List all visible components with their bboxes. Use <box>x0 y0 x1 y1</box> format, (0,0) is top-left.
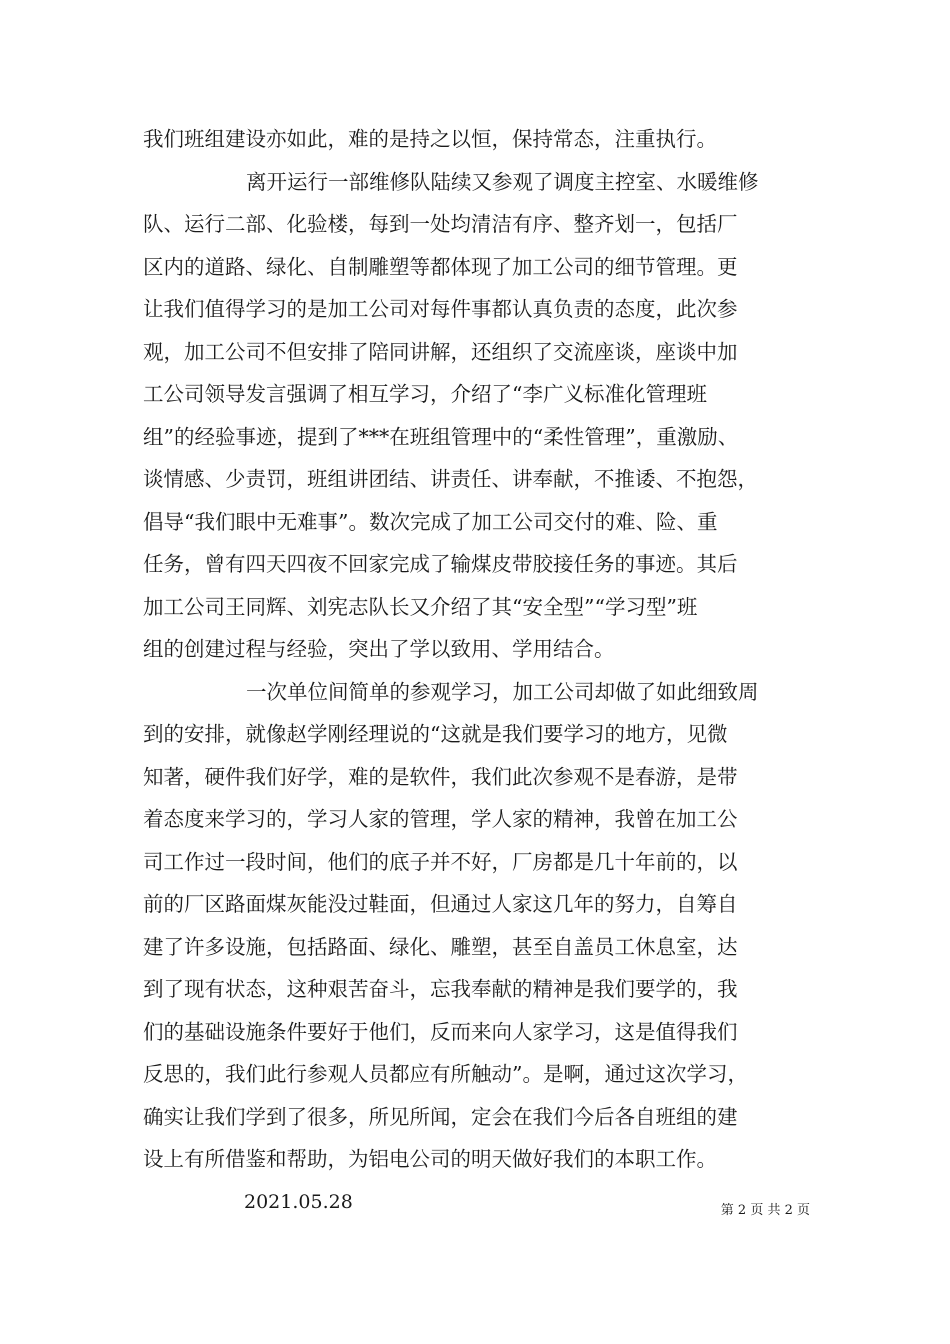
text-line: 谈情感、少责罚，班组讲团结、讲责任、讲奉献，不推诿、不抱怨， <box>143 467 758 491</box>
text-line: 离开运行一部维修队陆续又参观了调度主控室、水暖维修 <box>246 169 759 194</box>
text-line: 建了许多设施，包括路面、绿化、雕塑，甚至自盖员工休息室，达 <box>143 934 738 959</box>
text-line: 着态度来学习的，学习人家的管理，学人家的精神，我曾在加工公 <box>143 807 738 831</box>
text-line: 任务，曾有四天四夜不回家完成了输煤皮带胶接任务的事迹。其后 <box>143 552 738 576</box>
text-line: 反思的，我们此行参观人员都应有所触动”。是啊，通过这次学习， <box>143 1062 748 1086</box>
text-line: 设上有所借鉴和帮助，为铝电公司的明天做好我们的本职工作。 <box>143 1147 717 1171</box>
text-line: 组”的经验事迹，提到了***在班组管理中的“柔性管理”，重激励、 <box>143 424 739 449</box>
text-line: 队、运行二部、化验楼，每到一处均清洁有序、整齐划一，包括厂 <box>143 212 738 236</box>
document-date: 2021.05.28 <box>244 1190 353 1213</box>
text-line: 到了现有状态，这种艰苦奋斗，忘我奉献的精神是我们要学的，我 <box>143 977 738 1001</box>
text-line: 司工作过一段时间，他们的底子并不好，厂房都是几十年前的，以 <box>143 849 738 874</box>
text-line: 到的安排，就像赵学刚经理说的“这就是我们要学习的地方，见微 <box>143 722 728 746</box>
text-line: 知著，硬件我们好学，难的是软件，我们此次参观不是春游，是带 <box>143 764 738 789</box>
text-line: 前的厂区路面煤灰能没过鞋面，但通过人家这几年的努力，自筹自 <box>143 892 738 916</box>
text-line: 们的基础设施条件要好于他们，反而来向人家学习，这是值得我们 <box>143 1019 738 1044</box>
text-line: 一次单位间简单的参观学习，加工公司却做了如此细致周 <box>246 679 759 704</box>
text-line: 加工公司王同辉、刘宪志队长又介绍了其“安全型”“学习型”班 <box>143 594 698 619</box>
text-line: 倡导“我们眼中无难事”。数次完成了加工公司交付的难、险、重 <box>143 509 718 534</box>
page-number: 第 2 页 共 2 页 <box>720 1203 810 1218</box>
text-line: 我们班组建设亦如此，难的是持之以恒，保持常态，注重执行。 <box>143 127 717 151</box>
text-line: 工公司领导发言强调了相互学习，介绍了“李广义标准化管理班 <box>143 382 707 406</box>
text-line: 确实让我们学到了很多，所见所闻，定会在我们今后各自班组的建 <box>143 1104 738 1129</box>
text-line: 观，加工公司不但安排了陪同讲解，还组织了交流座谈，座谈中加 <box>143 339 738 364</box>
text-line: 区内的道路、绿化、自制雕塑等都体现了加工公司的细节管理。更 <box>143 254 738 279</box>
text-line: 组的创建过程与经验，突出了学以致用、学用结合。 <box>143 637 615 661</box>
document-body <box>143 118 823 1223</box>
text-line: 让我们值得学习的是加工公司对每件事都认真负责的态度，此次参 <box>143 297 738 321</box>
